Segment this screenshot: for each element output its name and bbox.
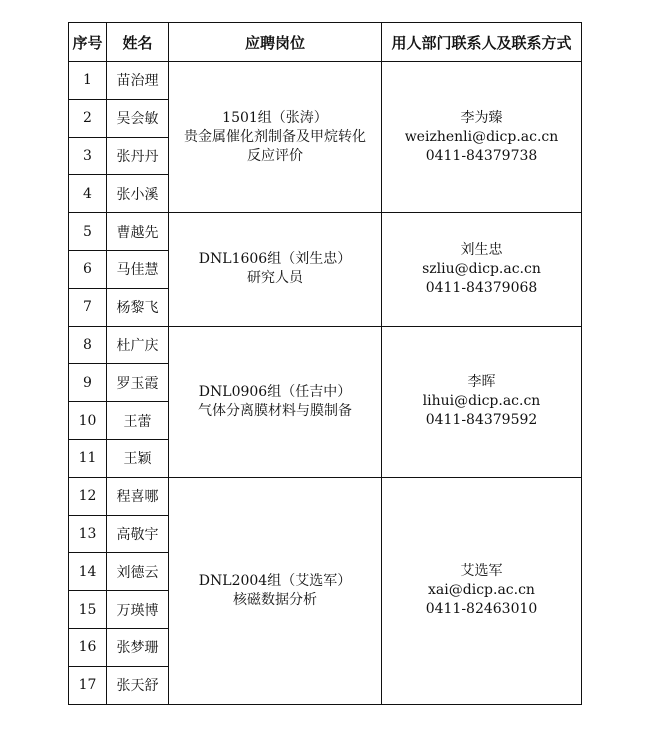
cell-number: 10: [69, 402, 107, 440]
cell-name: 马佳慧: [107, 250, 169, 288]
cell-number: 14: [69, 553, 107, 591]
cell-number: 17: [69, 666, 107, 704]
header-name: 姓名: [107, 23, 169, 62]
cell-name: 张小溪: [107, 175, 169, 213]
cell-name: 杜广庆: [107, 326, 169, 364]
cell-number: 6: [69, 250, 107, 288]
contact-email: szliu@dicp.ac.cn: [422, 260, 541, 277]
contact-email: weizhenli@dicp.ac.cn: [404, 128, 559, 145]
header-contact: 用人部门联系人及联系方式: [382, 23, 582, 62]
header-row: [69, 23, 582, 62]
candidate-table: [68, 22, 582, 705]
cell-contact: [382, 62, 582, 213]
contact-person: 李为臻: [460, 109, 503, 126]
position-line: 气体分离膜材料与膜制备: [198, 402, 352, 419]
cell-number: 12: [69, 477, 107, 515]
header-number: 序号: [69, 23, 107, 62]
position-line: 贵金属催化剂制备及甲烷转化: [184, 128, 366, 145]
contact-person: 刘生忠: [460, 241, 503, 258]
cell-number: 15: [69, 591, 107, 629]
position-line: DNL1606组（刘生忠）: [198, 251, 352, 268]
cell-contact: [382, 326, 582, 477]
cell-number: 11: [69, 439, 107, 477]
cell-number: 8: [69, 326, 107, 364]
position-line: 研究人员: [247, 270, 303, 287]
cell-name: 高敬宇: [107, 515, 169, 553]
cell-name: 王颖: [107, 439, 169, 477]
cell-name: 刘德云: [107, 553, 169, 591]
contact-phone: 0411-84379738: [425, 147, 538, 164]
contact-phone: 0411-82463010: [425, 601, 538, 618]
position-line: 反应评价: [247, 147, 303, 164]
table-row: [69, 213, 582, 251]
table-row: [69, 62, 582, 100]
cell-name: 苗治理: [107, 62, 169, 100]
cell-number: 3: [69, 137, 107, 175]
position-line: DNL0906组（任吉中）: [198, 383, 352, 400]
position-line: 1501组（张涛）: [222, 109, 328, 126]
cell-number: 2: [69, 99, 107, 137]
cell-number: 5: [69, 213, 107, 251]
cell-number: 4: [69, 175, 107, 213]
cell-number: 13: [69, 515, 107, 553]
cell-number: 9: [69, 364, 107, 402]
cell-name: 张梦珊: [107, 628, 169, 666]
contact-person: 李晖: [467, 374, 496, 391]
cell-number: 16: [69, 628, 107, 666]
cell-position: [169, 326, 382, 477]
position-line: DNL2004组（艾选军）: [198, 572, 352, 589]
table-row: [69, 477, 582, 515]
table-row: [69, 326, 582, 364]
table-body: [69, 62, 582, 705]
cell-name: 曹越先: [107, 213, 169, 251]
cell-position: [169, 62, 382, 213]
cell-contact: [382, 477, 582, 704]
cell-name: 程喜哪: [107, 477, 169, 515]
contact-phone: 0411-84379592: [425, 412, 538, 429]
cell-number: 1: [69, 62, 107, 100]
cell-contact: [382, 213, 582, 326]
position-line: 核磁数据分析: [233, 591, 317, 608]
contact-person: 艾选军: [460, 563, 503, 580]
cell-number: 7: [69, 288, 107, 326]
contact-email: xai@dicp.ac.cn: [428, 582, 535, 599]
cell-name: 吴会敏: [107, 99, 169, 137]
contact-phone: 0411-84379068: [425, 279, 538, 296]
header-position: 应聘岗位: [169, 23, 382, 62]
cell-position: [169, 477, 382, 704]
cell-name: 杨黎飞: [107, 288, 169, 326]
cell-name: 王蕾: [107, 402, 169, 440]
cell-name: 张天舒: [107, 666, 169, 704]
cell-name: 张丹丹: [107, 137, 169, 175]
cell-position: [169, 213, 382, 326]
contact-email: lihui@dicp.ac.cn: [422, 393, 541, 410]
cell-name: 罗玉霞: [107, 364, 169, 402]
cell-name: 万瑛博: [107, 591, 169, 629]
